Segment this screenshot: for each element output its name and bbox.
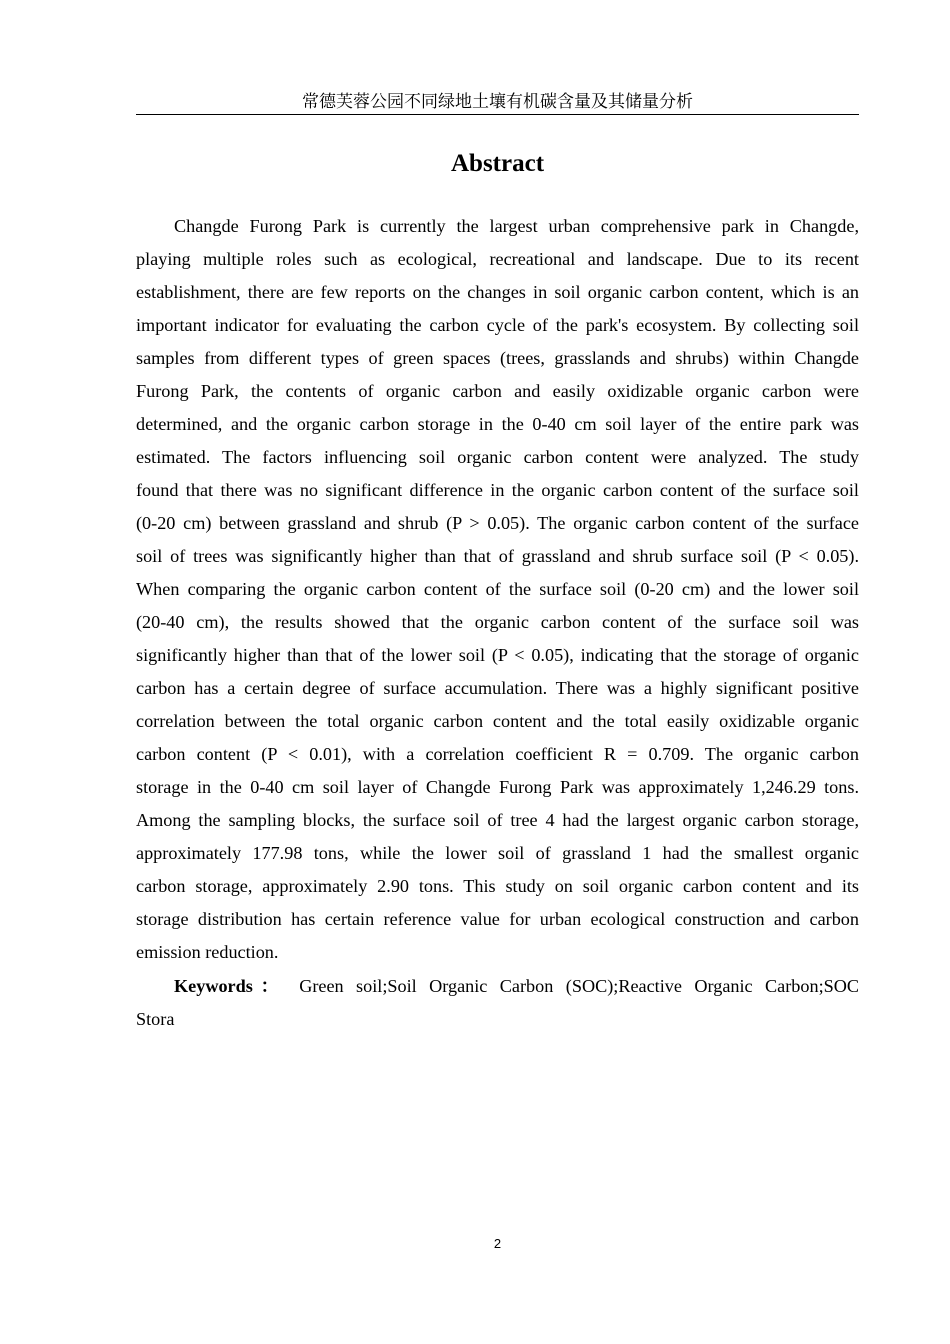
abstract-line: important indicator for evaluating the carbon cycle of the park's ecosystem. By collecting soil	[136, 315, 859, 335]
abstract-line: soil of trees was significantly higher than that of grassland and shrub surface soil (P < 0.05).	[136, 546, 859, 566]
abstract-line: (0-20 cm) between grassland and shrub (P > 0.05). The organic carbon content of the surface	[136, 513, 859, 533]
abstract-line: carbon has a certain degree of surface accumulation. There was a highly significant positive	[136, 678, 859, 698]
abstract-line: correlation between the total organic carbon content and the total easily oxidizable organic	[136, 711, 859, 731]
abstract-line: establishment, there are few reports on the changes in soil organic carbon content, which is an	[136, 282, 859, 302]
abstract-line: found that there was no significant difference in the organic carbon content of the surface soil	[136, 480, 859, 500]
abstract-line: significantly higher than that of the lower soil (P < 0.05), indicating that the storage of organic	[136, 645, 859, 665]
abstract-line: Among the sampling blocks, the surface soil of tree 4 had the largest organic carbon storage,	[136, 810, 859, 830]
keywords-line-continued: Stora	[136, 1009, 175, 1029]
abstract-line: Changde Furong Park is currently the largest urban comprehensive park in Changde,	[174, 216, 859, 236]
abstract-body	[136, 210, 859, 1036]
abstract-paragraph	[136, 210, 859, 969]
keywords-label: Keywords：	[174, 976, 287, 996]
page-number: 2	[493, 1236, 502, 1251]
running-header: 常德芙蓉公园不同绿地土壤有机碳含量及其储量分析	[136, 90, 859, 115]
abstract-line: playing multiple roles such as ecological, recreational and landscape. Due to its recent	[136, 249, 859, 269]
keywords-line	[136, 970, 859, 1003]
abstract-line: carbon content (P < 0.01), with a correlation coefficient R = 0.709. The organic carbon	[136, 744, 859, 764]
abstract-line: Furong Park, the contents of organic carbon and easily oxidizable organic carbon were	[136, 381, 859, 401]
abstract-line: When comparing the organic carbon content of the surface soil (0-20 cm) and the lower soil	[136, 579, 859, 599]
abstract-line: samples from different types of green spaces (trees, grasslands and shrubs) within Changde	[136, 348, 859, 368]
abstract-line: carbon storage, approximately 2.90 tons. This study on soil organic carbon content and its	[136, 876, 859, 896]
abstract-line: determined, and the organic carbon storage in the 0-40 cm soil layer of the entire park was	[136, 414, 859, 434]
abstract-line: (20-40 cm), the results showed that the organic carbon content of the surface soil was	[136, 612, 859, 632]
abstract-line: storage in the 0-40 cm soil layer of Changde Furong Park was approximately 1,246.29 tons.	[136, 777, 859, 797]
abstract-line: approximately 177.98 tons, while the lower soil of grassland 1 had the smallest organic	[136, 843, 859, 863]
abstract-title: Abstract	[450, 150, 545, 177]
abstract-line: estimated. The factors influencing soil organic carbon content were analyzed. The study	[136, 447, 859, 467]
abstract-line: emission reduction.	[136, 942, 279, 962]
keywords-text: Green soil;Soil Organic Carbon (SOC);Reactive Organic Carbon;SOC	[299, 976, 860, 996]
abstract-line: storage distribution has certain reference value for urban ecological construction and carbon	[136, 909, 859, 929]
